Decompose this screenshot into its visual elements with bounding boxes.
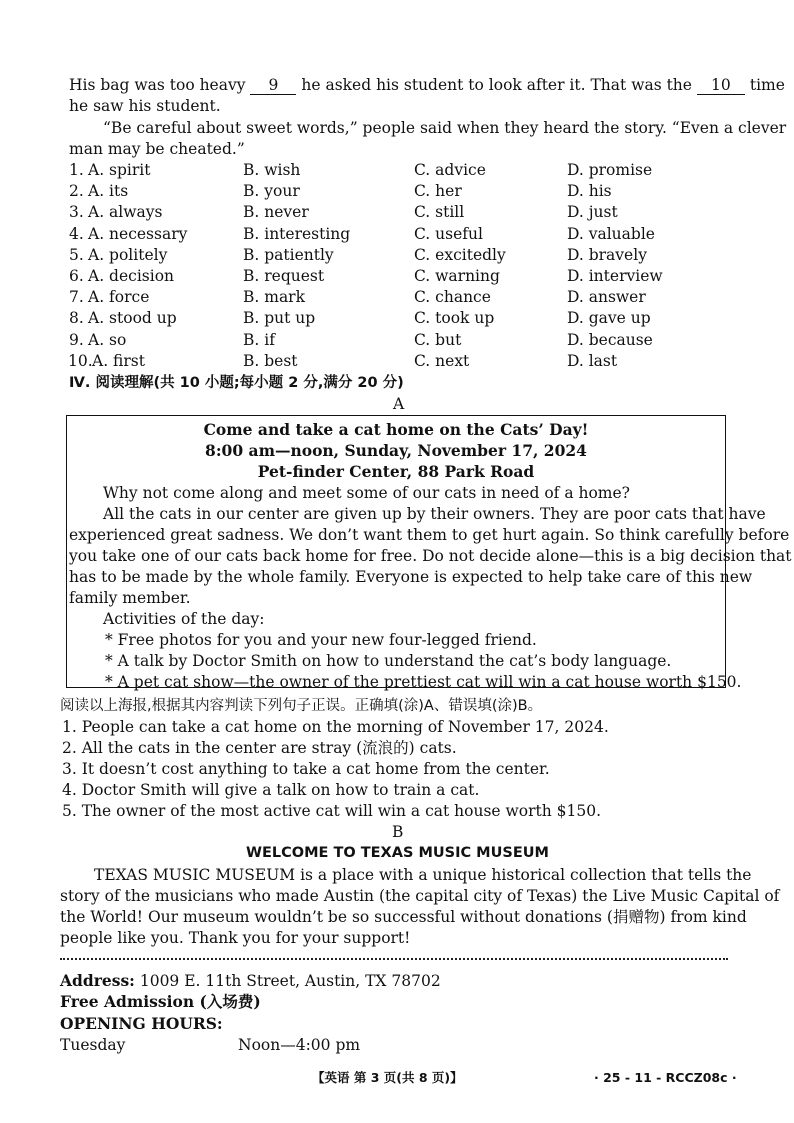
question-number: 6. [69,267,84,285]
paper-code: · 25 - 11 - RCCZ08c · [594,1070,737,1085]
museum-address [60,970,441,992]
opening-hours-label: OPENING HOURS: [60,1014,223,1033]
option-a: A. decision [88,267,175,285]
story-text: he asked his student to look after it. That was the [301,76,692,94]
option-c: C. chance [414,288,491,307]
question-number: 4. [69,224,84,243]
activity-item: * Free photos for you and your new four-legged friend. [105,631,537,649]
poster-place: Pet-finder Center, 88 Park Road [257,462,535,481]
question-number: 2. [69,182,84,201]
address-value: 1009 E. 11th Street, Austin, TX 78702 [139,972,441,990]
option-c: C. still [414,203,465,222]
poster-intro: Why not come along and meet some of our cats in need of a home? [103,484,630,502]
museum-text-line: story of the musicians who made Austin (the capital city of Texas) the Live Music Capital of [60,887,780,905]
option-b: B. your [243,182,300,201]
option-a: A. stood up [88,309,177,328]
option-c: C. but [414,330,462,349]
option-c: C. next [414,351,470,370]
option-d: D. interview [567,267,663,285]
question-number: 7. [69,288,84,307]
option-a: A. so [88,330,127,349]
story-text: time [749,76,785,94]
hours-day: Tuesday [60,1036,126,1054]
museum-text-line: the World! Our museum wouldn’t be so successful without donations (捐赠物) from kind [60,908,747,926]
question-item: 2. All the cats in the center are stray (流浪的) cats. [62,739,457,757]
option-d: D. because [567,330,653,349]
poster-body-line: you take one of our cats back home for free. Do not decide alone—this is a big decision that [69,547,792,565]
questions-instruction: 阅读以上海报,根据其内容判读下列句子正误。正确填(涂)A、错误填(涂)B。 [60,698,543,714]
question-item: 4. Doctor Smith will give a talk on how to train a cat. [62,781,480,799]
option-a: A. politely [88,245,168,264]
museum-text-line: TEXAS MUSIC MUSEUM is a place with a unique historical collection that tells the [94,866,752,884]
option-c: C. useful [414,224,483,243]
option-b: B. if [243,330,275,349]
option-c: C. warning [414,267,500,285]
option-a: A. its [88,182,129,201]
option-c: C. advice [414,161,486,179]
hours-time: Noon—4:00 pm [238,1036,361,1054]
question-item: 5. The owner of the most active cat will win a cat house worth $150. [62,802,602,820]
question-number: 10. [68,351,93,370]
option-d: D. his [567,182,612,201]
option-d: D. answer [567,288,646,307]
option-a: A. always [88,203,163,222]
activities-title: Activities of the day: [103,610,265,628]
passage-b-label: B [392,823,404,841]
blank-9: 9 [250,77,296,95]
story-line-2: he saw his student. [69,97,221,115]
question-item: 3. It doesn’t cost anything to take a cat home from the center. [62,760,550,778]
museum-title: WELCOME TO TEXAS MUSIC MUSEUM [246,845,549,861]
question-number: 3. [69,203,84,222]
option-d: D. just [567,203,618,222]
story-line-1 [69,75,785,96]
cat-poster [66,415,792,691]
option-d: D. valuable [567,224,655,243]
option-d: D. gave up [567,309,651,328]
poster-title: Come and take a cat home on the Cats’ Day! [203,420,589,439]
activity-item: * A talk by Doctor Smith on how to understand the cat’s body language. [105,652,672,670]
question-item: 1. People can take a cat home on the morning of November 17, 2024. [62,718,609,736]
museum-admission: Free Admission (入场费) [60,992,261,1011]
option-b: B. patiently [243,245,334,264]
question-number: 5. [69,245,84,264]
activity-item: * A pet cat show—the owner of the prettiest cat will win a cat house worth $150. [105,673,742,691]
option-b: B. interesting [243,224,351,243]
option-d: D. last [567,351,618,370]
poster-body-line: family member. [69,589,191,607]
option-b: B. put up [243,309,316,328]
passage-a-label: A [393,395,405,413]
option-c: C. excitedly [414,245,506,264]
option-d: D. promise [567,161,653,179]
option-d: D. bravely [567,245,647,264]
question-number: 1. [69,161,84,179]
option-b: B. wish [243,161,301,179]
page-footer: 【英语 第 3 页(共 8 页)】 [312,1070,463,1085]
question-number: 9. [69,330,84,349]
option-a: A. force [88,288,150,307]
story-paragraph-2: “Be careful about sweet words,” people said when they heard the story. “Even a clever [103,119,787,137]
option-c: C. took up [414,309,495,328]
blank-10: 10 [697,77,745,95]
option-c: C. her [414,182,462,201]
poster-time: 8:00 am—noon, Sunday, November 17, 2024 [205,441,587,460]
option-a: A. first [92,351,145,370]
story-text: His bag was too heavy [69,76,246,94]
option-a: A. spirit [88,161,151,179]
story-paragraph-2-end: man may be cheated.” [69,140,245,158]
question-number: 8. [69,309,84,328]
dotted-divider [60,958,728,960]
option-b: B. best [243,351,298,370]
option-b: B. never [243,203,309,222]
address-label: Address: [60,971,135,990]
option-a: A. necessary [88,224,188,243]
poster-body-line: has to be made by the whole family. Everyone is expected to help take care of this new [69,568,753,586]
poster-body-line: experienced great sadness. We don’t want them to get hurt again. So think carefully before [69,526,790,544]
section-heading: Ⅳ. 阅读理解(共 10 小题;每小题 2 分,满分 20 分) [69,375,404,391]
poster-body-line: All the cats in our center are given up by their owners. They are poor cats that have [103,505,766,523]
museum-text-line: people like you. Thank you for your support! [60,929,411,947]
option-b: B. mark [243,288,305,307]
option-b: B. request [243,267,325,285]
